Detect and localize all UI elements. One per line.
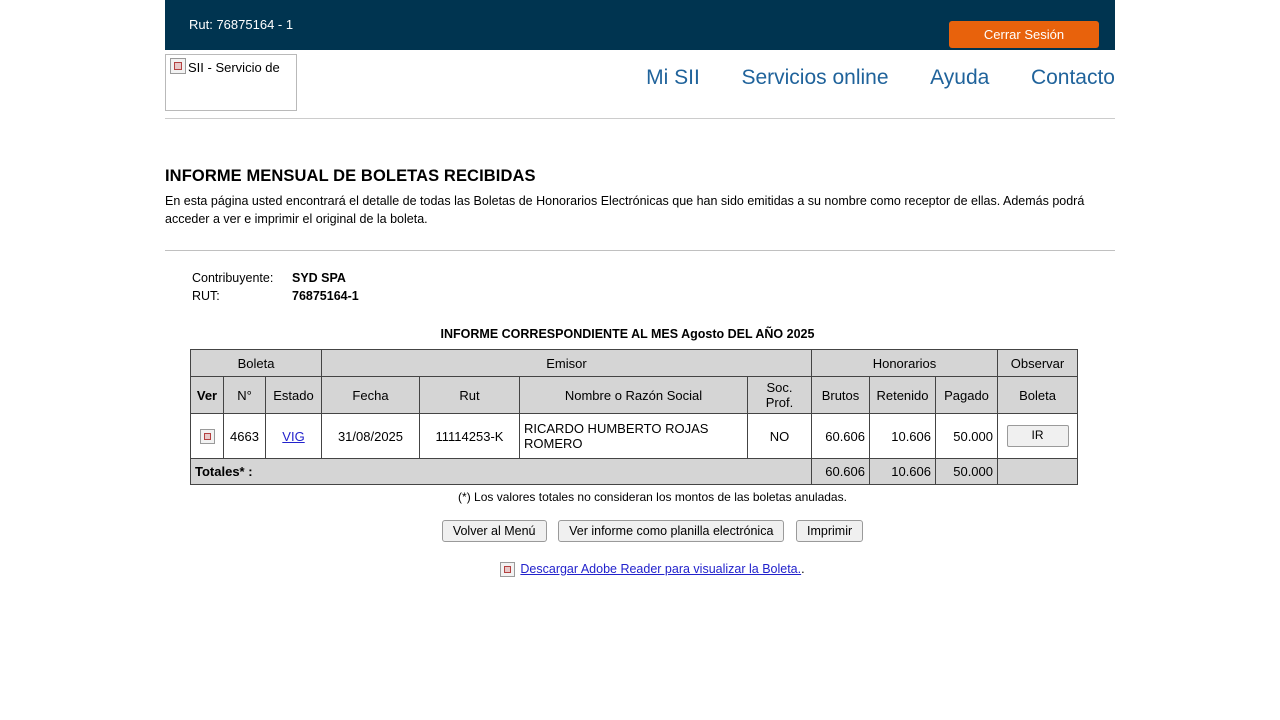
totals-empty bbox=[998, 459, 1078, 485]
page-title: INFORME MENSUAL DE BOLETAS RECIBIDAS bbox=[165, 167, 536, 185]
contributor-name-row bbox=[192, 269, 1115, 287]
cell-retenido: 10.606 bbox=[870, 414, 936, 459]
adobe-trailing-text: . bbox=[801, 562, 805, 576]
contributor-rut-value: 76875164-1 bbox=[292, 289, 359, 303]
session-rut-label: Rut: 76875164 - 1 bbox=[189, 17, 294, 32]
content-wrapper bbox=[165, 0, 1115, 577]
group-header-boleta: Boleta bbox=[191, 350, 322, 377]
back-to-menu-button[interactable]: Volver al Menú bbox=[442, 520, 547, 542]
nav-item-contacto[interactable]: Contacto bbox=[1030, 66, 1115, 89]
cell-rut: 11114253-K bbox=[420, 414, 520, 459]
col-header-retenido: Retenido bbox=[870, 377, 936, 414]
pdf-icon[interactable] bbox=[200, 429, 215, 444]
sii-logo[interactable] bbox=[165, 54, 297, 111]
totals-retenido: 10.606 bbox=[870, 459, 936, 485]
boletas-table bbox=[190, 349, 1078, 485]
cell-nombre: RICARDO HUMBERTO ROJAS ROMERO bbox=[520, 414, 748, 459]
contributor-block bbox=[192, 269, 1115, 305]
group-header-honorarios: Honorarios bbox=[812, 350, 998, 377]
cell-boleta-action bbox=[998, 414, 1078, 459]
contributor-name-value: SYD SPA bbox=[292, 271, 346, 285]
table-footnote: (*) Los valores totales no consideran los montos de las boletas anuladas. bbox=[458, 490, 847, 504]
table-totals-row bbox=[191, 459, 1078, 485]
view-spreadsheet-button[interactable]: Ver informe como planilla electrónica bbox=[558, 520, 784, 542]
col-header-brutos: Brutos bbox=[812, 377, 870, 414]
cell-estado bbox=[266, 414, 322, 459]
top-bar bbox=[165, 0, 1115, 50]
adobe-reader-link[interactable]: Descargar Adobe Reader para visualizar la Boleta. bbox=[520, 562, 802, 576]
col-header-ver: Ver bbox=[191, 377, 224, 414]
logout-button[interactable]: Cerrar Sesión bbox=[949, 21, 1099, 48]
nav-item-mi-sii[interactable]: Mi SII bbox=[646, 66, 700, 89]
print-button[interactable]: Imprimir bbox=[796, 520, 863, 542]
page-intro-text: En esta página usted encontrará el detalle de todas las Boletas de Honorarios Electrónicas que han sido emitidas a su nombre como receptor de ellas. Además podrá acceder a ver e imprimir el original de la boleta. bbox=[165, 194, 1085, 226]
table-sub-header-row bbox=[191, 377, 1078, 414]
col-header-rut: Rut bbox=[420, 377, 520, 414]
contributor-rut-row bbox=[192, 287, 1115, 305]
adobe-reader-row bbox=[190, 562, 1115, 577]
cell-ver[interactable] bbox=[191, 414, 224, 459]
col-header-nombre: Nombre o Razón Social bbox=[520, 377, 748, 414]
contributor-rut-label: RUT: bbox=[192, 289, 220, 303]
table-row bbox=[191, 414, 1078, 459]
col-header-boleta: Boleta bbox=[998, 377, 1078, 414]
broken-image-icon bbox=[500, 562, 515, 577]
cell-soc-prof: NO bbox=[748, 414, 812, 459]
cell-fecha: 31/08/2025 bbox=[322, 414, 420, 459]
ir-button[interactable]: IR bbox=[1007, 425, 1069, 447]
col-header-estado: Estado bbox=[266, 377, 322, 414]
navigation-bar bbox=[165, 50, 1115, 119]
group-header-emisor: Emisor bbox=[322, 350, 812, 377]
nav-item-servicios-online[interactable]: Servicios online bbox=[741, 66, 889, 89]
contributor-name-label: Contribuyente: bbox=[192, 271, 274, 285]
broken-image-icon bbox=[170, 58, 186, 74]
totals-brutos: 60.606 bbox=[812, 459, 870, 485]
group-header-observar: Observar bbox=[998, 350, 1078, 377]
col-header-pagado: Pagado bbox=[936, 377, 998, 414]
totals-label: Totales* : bbox=[191, 459, 812, 485]
action-button-row bbox=[190, 520, 1115, 542]
nav-item-ayuda[interactable]: Ayuda bbox=[930, 66, 990, 89]
cell-pagado: 50.000 bbox=[936, 414, 998, 459]
estado-link[interactable]: VIG bbox=[282, 428, 305, 444]
report-period-heading: INFORME CORRESPONDIENTE AL MES Agosto DEL AÑO 2025 bbox=[440, 327, 815, 341]
col-header-soc-prof: Soc. Prof. bbox=[748, 377, 812, 414]
nav-links bbox=[646, 66, 1115, 90]
table-group-header-row bbox=[191, 350, 1078, 377]
cell-numero: 4663 bbox=[224, 414, 266, 459]
divider bbox=[165, 250, 1115, 251]
col-header-fecha: Fecha bbox=[322, 377, 420, 414]
logo-alt-text: SII - Servicio de bbox=[188, 60, 280, 75]
totals-pagado: 50.000 bbox=[936, 459, 998, 485]
cell-brutos: 60.606 bbox=[812, 414, 870, 459]
col-header-numero: N° bbox=[224, 377, 266, 414]
